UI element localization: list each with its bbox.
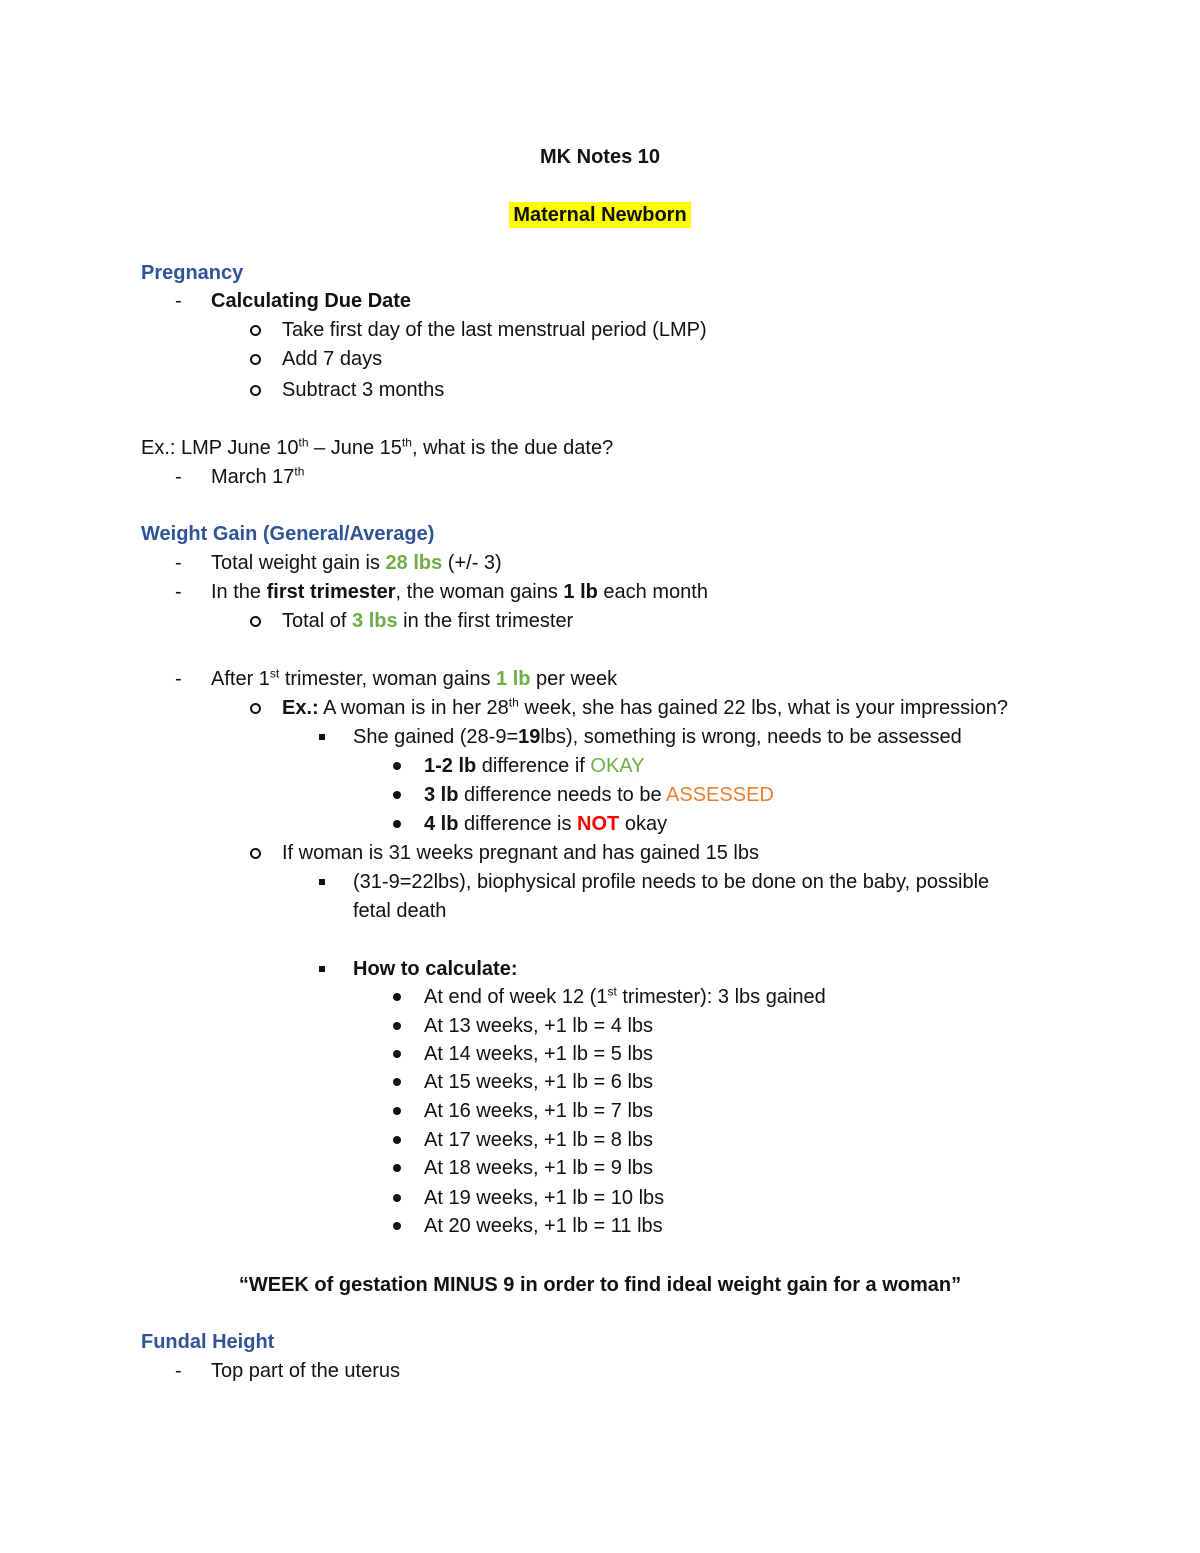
text-span: , what is the due date? — [411, 437, 614, 459]
superscript: th — [508, 695, 519, 710]
text-span: difference if — [476, 755, 591, 777]
green-emphasis: 1 lb — [496, 668, 531, 690]
bold-text: 4 lb — [424, 813, 459, 835]
list-item: At 20 weeks, +1 lb = 11 lbs — [424, 1215, 663, 1237]
text-span: Total weight gain is — [211, 552, 386, 574]
circle-bullet-icon — [250, 325, 261, 336]
list-item — [353, 725, 962, 749]
list-item: Take first day of the last menstrual period (LMP) — [282, 319, 707, 341]
list-item: At 14 weeks, +1 lb = 5 lbs — [424, 1043, 654, 1065]
doc-title: MK Notes 10 — [539, 146, 661, 168]
highlighted-subtitle: Maternal Newborn — [509, 202, 690, 228]
text-span: week, she has gained 22 lbs, what is your impression? — [518, 697, 1008, 719]
dot-bullet-icon — [393, 1136, 401, 1144]
text-span: trimester): 3 lbs gained — [616, 986, 826, 1008]
dash-bullet-icon: - — [175, 552, 182, 574]
dot-bullet-icon — [393, 1078, 401, 1086]
dot-bullet-icon — [393, 1107, 401, 1115]
dot-bullet-icon — [393, 1022, 401, 1030]
dot-bullet-icon — [393, 1164, 401, 1172]
list-item — [282, 609, 573, 633]
dash-bullet-icon: - — [175, 290, 182, 312]
text-span: – June 15 — [308, 437, 402, 459]
text-span: , the woman gains — [395, 581, 564, 603]
list-item: At 16 weeks, +1 lb = 7 lbs — [424, 1100, 654, 1122]
dash-bullet-icon: - — [175, 581, 182, 603]
superscript: st — [607, 984, 617, 999]
superscript: th — [298, 435, 309, 450]
dash-bullet-icon: - — [175, 1360, 182, 1382]
superscript: st — [269, 666, 280, 681]
circle-bullet-icon — [250, 385, 261, 396]
section-heading-pregnancy: Pregnancy — [141, 262, 244, 284]
circle-bullet-icon — [250, 848, 261, 859]
text-span: At end of week 12 (1 — [424, 986, 608, 1008]
square-bullet-icon — [319, 879, 325, 885]
list-item: (31-9=22lbs), biophysical profile needs to be done on the baby, possible — [353, 871, 990, 893]
list-item: At 19 weeks, +1 lb = 10 lbs — [424, 1187, 665, 1209]
bold-text: 1 lb — [563, 581, 598, 603]
circle-bullet-icon — [250, 354, 261, 365]
dot-bullet-icon — [393, 762, 401, 770]
dash-bullet-icon: - — [175, 668, 182, 690]
text-span: After 1 — [211, 668, 270, 690]
list-item — [211, 465, 304, 489]
text-span: in the first trimester — [397, 610, 574, 632]
text-span: trimester, woman gains — [279, 668, 497, 690]
text-span: March 17 — [211, 466, 295, 488]
key-rule-quote: “WEEK of gestation MINUS 9 in order to find ideal weight gain for a woman” — [238, 1274, 962, 1296]
list-item — [211, 580, 708, 604]
list-item: Subtract 3 months — [282, 379, 445, 401]
text-span: Ex.: LMP June 10 — [141, 437, 299, 459]
text-span: (+/- 3) — [442, 552, 502, 574]
text-span: A woman is in her 28 — [318, 697, 509, 719]
superscript: th — [401, 435, 412, 450]
bold-text: Ex.: — [282, 697, 319, 719]
list-item: At 17 weeks, +1 lb = 8 lbs — [424, 1129, 654, 1151]
list-item-continuation: fetal death — [353, 900, 447, 922]
circle-bullet-icon — [250, 703, 261, 714]
list-item: At 13 weeks, +1 lb = 4 lbs — [424, 1015, 654, 1037]
dot-bullet-icon — [393, 993, 401, 1001]
list-item: Calculating Due Date — [211, 290, 412, 312]
text-span: per week — [530, 668, 618, 690]
list-item: If woman is 31 weeks pregnant and has gained 15 lbs — [282, 842, 759, 864]
text-span: difference is — [458, 813, 578, 835]
dot-bullet-icon — [393, 1194, 401, 1202]
dot-bullet-icon — [393, 1222, 401, 1230]
green-emphasis: 3 lbs — [352, 610, 398, 632]
list-item: At 18 weeks, +1 lb = 9 lbs — [424, 1157, 654, 1179]
dot-bullet-icon — [393, 1050, 401, 1058]
square-bullet-icon — [319, 734, 325, 740]
list-item: Add 7 days — [282, 348, 383, 370]
bold-text: first trimester — [266, 581, 396, 603]
list-item — [424, 783, 774, 807]
list-item — [424, 812, 667, 836]
doc-subtitle — [0, 203, 1200, 227]
list-item: Top part of the uterus — [211, 1360, 401, 1382]
list-item — [211, 667, 617, 691]
list-item: At 15 weeks, +1 lb = 6 lbs — [424, 1071, 654, 1093]
bold-text: 3 lb — [424, 784, 459, 806]
example-line — [141, 436, 613, 460]
dash-bullet-icon: - — [175, 466, 182, 488]
section-heading-weight-gain: Weight Gain (General/Average) — [141, 523, 435, 545]
orange-emphasis: ASSESSED — [666, 784, 774, 806]
section-heading-fundal-height: Fundal Height — [141, 1331, 275, 1353]
square-bullet-icon — [319, 966, 325, 972]
bold-text: 19 — [518, 726, 541, 748]
text-span: okay — [619, 813, 668, 835]
text-span: Total of — [282, 610, 353, 632]
text-span: each month — [597, 581, 708, 603]
list-item — [211, 551, 502, 575]
text-span: difference needs to be — [458, 784, 667, 806]
circle-bullet-icon — [250, 616, 261, 627]
list-item — [424, 754, 644, 778]
red-emphasis: NOT — [577, 813, 620, 835]
text-span: In the — [211, 581, 267, 603]
dot-bullet-icon — [393, 791, 401, 799]
bold-text: 1-2 lb — [424, 755, 477, 777]
superscript: th — [294, 464, 305, 479]
green-emphasis: OKAY — [590, 755, 645, 777]
green-emphasis: 28 lbs — [385, 552, 443, 574]
text-span: She gained (28-9= — [353, 726, 519, 748]
list-item — [424, 985, 826, 1009]
list-item: How to calculate: — [353, 958, 518, 980]
text-span: lbs), something is wrong, needs to be assessed — [540, 726, 962, 748]
list-item — [282, 696, 1008, 720]
dot-bullet-icon — [393, 820, 401, 828]
